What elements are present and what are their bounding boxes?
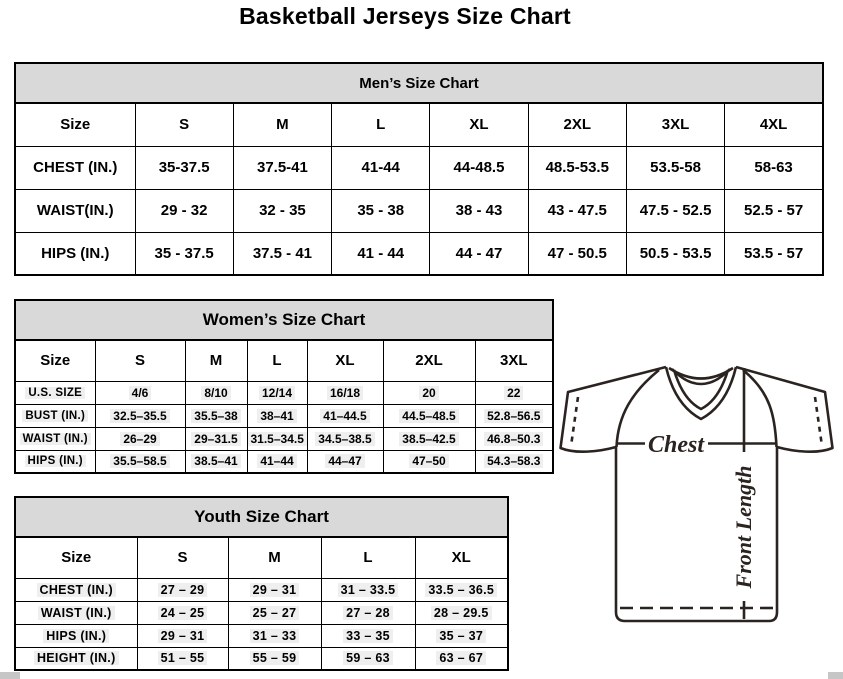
table-cell: 25 – 27	[228, 601, 321, 624]
table-cell: 34.5–38.5	[307, 427, 383, 450]
table-cell: 29 – 31	[137, 624, 228, 647]
column-header: Size	[15, 103, 135, 146]
table-row	[15, 647, 508, 670]
row-label: WAIST (IN.)	[15, 601, 137, 624]
column-header: 2XL	[383, 340, 475, 381]
table-cell: 26–29	[95, 427, 185, 450]
scrollbar-corner-artifact-left	[0, 672, 20, 679]
table-row	[15, 450, 553, 473]
table-cell: 44 - 47	[430, 232, 528, 275]
mens-size-chart-table	[14, 62, 824, 276]
table-cell: 54.3–58.3	[475, 450, 553, 473]
column-header: S	[95, 340, 185, 381]
table-cell: 8/10	[185, 381, 247, 404]
table-cell: 35 - 38	[332, 189, 430, 232]
table-cell: 51 – 55	[137, 647, 228, 670]
table-cell: 46.8–50.3	[475, 427, 553, 450]
table-cell: 32 - 35	[233, 189, 331, 232]
table-row	[15, 601, 508, 624]
table-cell: 31.5–34.5	[247, 427, 307, 450]
table-cell: 52.8–56.5	[475, 404, 553, 427]
table-cell: 29 - 32	[135, 189, 233, 232]
column-header: L	[247, 340, 307, 381]
column-header: 4XL	[725, 103, 823, 146]
row-label: HIPS (IN.)	[15, 624, 137, 647]
table-cell: 31 – 33	[228, 624, 321, 647]
table-cell: 32.5–35.5	[95, 404, 185, 427]
table-cell: 55 – 59	[228, 647, 321, 670]
table-cell: 35.5–38	[185, 404, 247, 427]
table-cell: 47.5 - 52.5	[626, 189, 724, 232]
table-header-row	[15, 340, 553, 381]
column-header: XL	[307, 340, 383, 381]
table-cell: 37.5 - 41	[233, 232, 331, 275]
table-cell: 35-37.5	[135, 146, 233, 189]
row-label: CHEST (IN.)	[15, 146, 135, 189]
table-cell: 38.5–41	[185, 450, 247, 473]
table-cell: 44–47	[307, 450, 383, 473]
column-header: 3XL	[626, 103, 724, 146]
womens-table-title: Women’s Size Chart	[15, 300, 553, 340]
column-header: 2XL	[528, 103, 626, 146]
chest-label: Chest	[647, 432, 705, 458]
table-row	[15, 427, 553, 450]
row-label: CHEST (IN.)	[15, 578, 137, 601]
table-cell: 27 – 29	[137, 578, 228, 601]
row-label: HIPS (IN.)	[15, 232, 135, 275]
row-label: BUST (IN.)	[15, 404, 95, 427]
table-cell: 44-48.5	[430, 146, 528, 189]
mens-table-title: Men’s Size Chart	[15, 63, 823, 103]
table-cell: 47 - 50.5	[528, 232, 626, 275]
column-header: Size	[15, 340, 95, 381]
scrollbar-corner-artifact-right	[828, 672, 843, 679]
table-cell: 29 – 31	[228, 578, 321, 601]
jersey-measurement-diagram	[553, 352, 843, 632]
table-row	[15, 404, 553, 427]
column-header: M	[233, 103, 331, 146]
table-cell: 29–31.5	[185, 427, 247, 450]
table-cell: 24 – 25	[137, 601, 228, 624]
column-header: XL	[415, 537, 508, 578]
table-cell: 31 – 33.5	[321, 578, 415, 601]
table-row	[15, 146, 823, 189]
table-cell: 33 – 35	[321, 624, 415, 647]
column-header: L	[321, 537, 415, 578]
table-cell: 38 - 43	[430, 189, 528, 232]
page-title: Basketball Jerseys Size Chart	[239, 3, 571, 29]
column-header: L	[332, 103, 430, 146]
table-cell: 12/14	[247, 381, 307, 404]
table-cell: 41–44	[247, 450, 307, 473]
column-header: S	[135, 103, 233, 146]
collar-back-arc	[669, 368, 733, 379]
table-cell: 43 - 47.5	[528, 189, 626, 232]
table-row	[15, 624, 508, 647]
youth-size-chart-table	[14, 496, 509, 671]
column-header: M	[185, 340, 247, 381]
table-cell: 35 – 37	[415, 624, 508, 647]
table-cell: 38.5–42.5	[383, 427, 475, 450]
right-armhole-seam	[743, 370, 777, 447]
left-cuff-dashed-line	[571, 397, 578, 446]
table-cell: 27 – 28	[321, 601, 415, 624]
table-cell: 50.5 - 53.5	[626, 232, 724, 275]
table-cell: 33.5 – 36.5	[415, 578, 508, 601]
table-row	[15, 232, 823, 275]
table-cell: 53.5-58	[626, 146, 724, 189]
table-row	[15, 189, 823, 232]
table-cell: 47–50	[383, 450, 475, 473]
table-cell: 59 – 63	[321, 647, 415, 670]
womens-size-chart-table	[14, 299, 554, 474]
collar-inner-arc	[672, 369, 730, 384]
table-cell: 22	[475, 381, 553, 404]
column-header: Size	[15, 537, 137, 578]
table-cell: 4/6	[95, 381, 185, 404]
table-header-row	[15, 103, 823, 146]
right-cuff-dashed-line	[815, 397, 822, 446]
row-label: WAIST (IN.)	[15, 427, 95, 450]
table-cell: 16/18	[307, 381, 383, 404]
table-cell: 48.5-53.5	[528, 146, 626, 189]
table-row	[15, 381, 553, 404]
table-cell: 20	[383, 381, 475, 404]
table-cell: 52.5 - 57	[725, 189, 823, 232]
table-cell: 44.5–48.5	[383, 404, 475, 427]
youth-table-title: Youth Size Chart	[15, 497, 508, 537]
column-header: 3XL	[475, 340, 553, 381]
row-label: HEIGHT (IN.)	[15, 647, 137, 670]
front-length-label: Front Length	[731, 465, 756, 589]
column-header: S	[137, 537, 228, 578]
column-header: XL	[430, 103, 528, 146]
table-cell: 41-44	[332, 146, 430, 189]
table-cell: 58-63	[725, 146, 823, 189]
row-label: HIPS (IN.)	[15, 450, 95, 473]
column-header: M	[228, 537, 321, 578]
table-header-row	[15, 537, 508, 578]
table-cell: 41 - 44	[332, 232, 430, 275]
table-cell: 41–44.5	[307, 404, 383, 427]
table-cell: 63 – 67	[415, 647, 508, 670]
table-cell: 38–41	[247, 404, 307, 427]
table-cell: 35.5–58.5	[95, 450, 185, 473]
table-cell: 37.5-41	[233, 146, 331, 189]
table-cell: 53.5 - 57	[725, 232, 823, 275]
table-cell: 28 – 29.5	[415, 601, 508, 624]
row-label: U.S. SIZE	[15, 381, 95, 404]
row-label: WAIST(IN.)	[15, 189, 135, 232]
table-row	[15, 578, 508, 601]
table-cell: 35 - 37.5	[135, 232, 233, 275]
